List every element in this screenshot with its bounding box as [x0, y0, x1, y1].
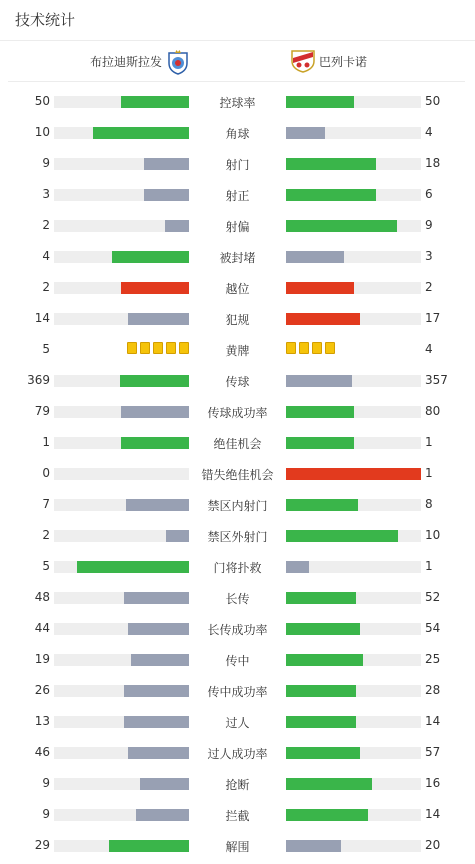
home-bar-fill — [128, 313, 189, 325]
home-bar-fill — [124, 716, 189, 728]
away-bar-fill — [286, 778, 372, 790]
away-bar-track — [286, 778, 421, 790]
away-bar-fill — [286, 499, 358, 511]
away-bar-fill — [286, 592, 356, 604]
stat-row — [0, 182, 475, 213]
home-bar-track — [54, 375, 189, 387]
stat-row — [0, 740, 475, 771]
stat-label: 传中 — [225, 654, 250, 668]
stat-label: 过人成功率 — [207, 747, 268, 761]
home-value: 3 — [42, 187, 50, 201]
away-value: 8 — [425, 497, 433, 511]
home-bar-fill — [136, 809, 189, 821]
away-value: 3 — [425, 249, 433, 263]
home-value: 7 — [42, 497, 50, 511]
away-bar-track — [286, 654, 421, 666]
home-bar-fill — [140, 778, 189, 790]
stat-row — [0, 678, 475, 709]
stat-label: 射门 — [225, 158, 250, 172]
home-bar-track — [54, 468, 189, 480]
away-bar-fill — [286, 313, 360, 325]
home-bar-fill — [128, 747, 189, 759]
home-value: 46 — [34, 745, 50, 759]
away-bar-track — [286, 251, 421, 263]
stat-label: 门将扑救 — [213, 561, 262, 575]
away-bar-track — [286, 189, 421, 201]
away-value: 14 — [425, 714, 441, 728]
stat-label: 解围 — [225, 840, 250, 854]
away-value: 16 — [425, 776, 441, 790]
stat-label: 黄牌 — [225, 344, 250, 358]
away-bar-track — [286, 592, 421, 604]
teams-divider — [8, 81, 465, 82]
stat-label: 越位 — [225, 282, 250, 296]
stat-row — [0, 523, 475, 554]
home-value: 79 — [34, 404, 50, 418]
home-value: 44 — [34, 621, 50, 635]
home-value: 1 — [42, 435, 50, 449]
stat-label: 禁区内射门 — [207, 499, 268, 513]
away-bar-fill — [286, 840, 341, 852]
home-bar-fill — [144, 158, 189, 170]
away-value: 4 — [425, 342, 433, 356]
away-value: 54 — [425, 621, 441, 635]
away-bar-fill — [286, 530, 398, 542]
home-bar-fill — [128, 623, 189, 635]
home-bar-track — [54, 251, 189, 263]
away-bar-fill — [286, 127, 325, 139]
home-value: 26 — [34, 683, 50, 697]
away-yellow-cards — [286, 342, 335, 356]
away-value: 9 — [425, 218, 433, 232]
yellow-card-icon — [325, 342, 335, 354]
away-value: 25 — [425, 652, 441, 666]
yellow-card-icon — [312, 342, 322, 354]
away-value: 14 — [425, 807, 441, 821]
away-bar-fill — [286, 561, 309, 573]
home-bar-track — [54, 809, 189, 821]
away-bar-fill — [286, 251, 344, 263]
away-value: 18 — [425, 156, 441, 170]
away-value: 20 — [425, 838, 441, 852]
home-bar-fill — [120, 375, 189, 387]
home-value: 19 — [34, 652, 50, 666]
home-value: 9 — [42, 776, 50, 790]
home-yellow-cards — [127, 342, 189, 356]
home-bar-fill — [93, 127, 189, 139]
home-bar-fill — [121, 96, 189, 108]
stat-row — [0, 213, 475, 244]
home-bar-fill — [112, 251, 189, 263]
away-value: 357 — [425, 373, 448, 387]
away-value: 4 — [425, 125, 433, 139]
away-bar-fill — [286, 685, 356, 697]
stat-row — [0, 585, 475, 616]
home-bar-track — [54, 220, 189, 232]
stat-label: 抢断 — [225, 778, 250, 792]
away-value: 1 — [425, 559, 433, 573]
away-bar-track — [286, 468, 421, 480]
stat-row — [0, 399, 475, 430]
home-bar-track — [54, 313, 189, 325]
away-value: 17 — [425, 311, 441, 325]
home-bar-fill — [126, 499, 189, 511]
away-bar-track — [286, 220, 421, 232]
yellow-card-icon — [153, 342, 163, 354]
home-value: 5 — [42, 342, 50, 356]
home-bar-track — [54, 592, 189, 604]
stat-label: 传球 — [225, 375, 250, 389]
stat-row — [0, 771, 475, 802]
home-bar-fill — [77, 561, 189, 573]
stat-label: 过人 — [225, 716, 250, 730]
home-value: 50 — [34, 94, 50, 108]
home-bar-track — [54, 437, 189, 449]
away-bar-track — [286, 530, 421, 542]
yellow-card-icon — [140, 342, 150, 354]
away-value: 28 — [425, 683, 441, 697]
home-bar-fill — [124, 592, 189, 604]
stat-row — [0, 89, 475, 120]
away-bar-track — [286, 840, 421, 852]
home-value: 9 — [42, 807, 50, 821]
away-bar-track — [286, 809, 421, 821]
home-team-name[interactable]: 布拉迪斯拉发 — [89, 55, 162, 69]
stat-row — [0, 802, 475, 833]
away-bar-track — [286, 406, 421, 418]
away-bar-fill — [286, 809, 368, 821]
stat-row — [0, 833, 475, 864]
stat-row — [0, 616, 475, 647]
away-bar-fill — [286, 282, 354, 294]
away-bar-track — [286, 747, 421, 759]
away-bar-track — [286, 437, 421, 449]
home-bar-track — [54, 685, 189, 697]
away-value: 80 — [425, 404, 441, 418]
home-bar-track — [54, 189, 189, 201]
home-bar-fill — [166, 530, 189, 542]
away-bar-track — [286, 158, 421, 170]
home-bar-fill — [144, 189, 189, 201]
home-value: 29 — [34, 838, 50, 852]
away-bar-track — [286, 313, 421, 325]
stat-row — [0, 461, 475, 492]
stat-label: 绝佳机会 — [213, 437, 262, 451]
home-bar-fill — [165, 220, 189, 232]
home-value: 2 — [42, 528, 50, 542]
home-bar-track — [54, 561, 189, 573]
away-bar-track — [286, 716, 421, 728]
stat-row — [0, 306, 475, 337]
stat-label: 射正 — [225, 189, 250, 203]
yellow-card-icon — [127, 342, 137, 354]
away-bar-track — [286, 96, 421, 108]
stat-label: 被封堵 — [219, 251, 256, 265]
away-value: 50 — [425, 94, 441, 108]
yellow-card-icon — [166, 342, 176, 354]
home-bar-fill — [121, 437, 189, 449]
home-bar-fill — [109, 840, 189, 852]
home-value: 369 — [27, 373, 50, 387]
away-value: 1 — [425, 435, 433, 449]
home-bar-track — [54, 96, 189, 108]
home-team-crest-icon[interactable] — [167, 49, 189, 75]
away-bar-track — [286, 127, 421, 139]
stat-row — [0, 244, 475, 275]
stat-label: 禁区外射门 — [207, 530, 268, 544]
stat-label: 角球 — [225, 127, 250, 141]
away-value: 1 — [425, 466, 433, 480]
away-bar-track — [286, 375, 421, 387]
home-bar-track — [54, 747, 189, 759]
home-value: 14 — [34, 311, 50, 325]
stat-row — [0, 151, 475, 182]
yellow-card-icon — [286, 342, 296, 354]
home-bar-track — [54, 530, 189, 542]
stat-row — [0, 120, 475, 151]
away-bar-track — [286, 499, 421, 511]
away-bar-fill — [286, 220, 397, 232]
home-bar-fill — [121, 282, 189, 294]
stat-label: 长传 — [225, 592, 250, 606]
away-bar-track — [286, 623, 421, 635]
away-bar-fill — [286, 96, 354, 108]
home-value: 4 — [42, 249, 50, 263]
home-value: 2 — [42, 280, 50, 294]
home-bar-track — [54, 499, 189, 511]
home-bar-fill — [124, 685, 189, 697]
away-bar-fill — [286, 623, 360, 635]
yellow-card-icon — [179, 342, 189, 354]
home-bar-track — [54, 406, 189, 418]
away-bar-fill — [286, 437, 354, 449]
away-team-name[interactable]: 巴列卡诺 — [319, 55, 368, 69]
home-bar-track — [54, 716, 189, 728]
stat-row — [0, 275, 475, 306]
home-bar-fill — [131, 654, 189, 666]
stat-row — [0, 430, 475, 461]
away-bar-fill — [286, 158, 376, 170]
stat-row — [0, 337, 475, 368]
home-bar-track — [54, 840, 189, 852]
away-value: 52 — [425, 590, 441, 604]
away-value: 6 — [425, 187, 433, 201]
home-value: 2 — [42, 218, 50, 232]
stat-label: 控球率 — [219, 96, 256, 110]
away-bar-fill — [286, 406, 354, 418]
stat-label: 错失绝佳机会 — [201, 468, 274, 482]
home-value: 48 — [34, 590, 50, 604]
away-value: 2 — [425, 280, 433, 294]
home-bar-track — [54, 778, 189, 790]
home-bar-track — [54, 158, 189, 170]
away-bar-fill — [286, 375, 352, 387]
yellow-card-icon — [299, 342, 309, 354]
stat-row — [0, 709, 475, 740]
away-bar-fill — [286, 716, 356, 728]
home-value: 0 — [42, 466, 50, 480]
away-bar-track — [286, 282, 421, 294]
stat-label: 射偏 — [225, 220, 250, 234]
stat-label: 传球成功率 — [207, 406, 268, 420]
away-bar-fill — [286, 654, 363, 666]
away-bar-track — [286, 685, 421, 697]
stat-label: 传中成功率 — [207, 685, 268, 699]
home-value: 13 — [34, 714, 50, 728]
away-value: 57 — [425, 745, 441, 759]
home-bar-track — [54, 623, 189, 635]
stat-label: 长传成功率 — [207, 623, 268, 637]
stat-label: 拦截 — [225, 809, 250, 823]
home-bar-fill — [121, 406, 189, 418]
away-value: 10 — [425, 528, 441, 542]
stat-row — [0, 554, 475, 585]
home-value: 9 — [42, 156, 50, 170]
team-header — [0, 41, 475, 81]
away-team-crest-icon[interactable] — [290, 49, 316, 73]
home-value: 5 — [42, 559, 50, 573]
stat-label: 犯规 — [225, 313, 250, 327]
home-value: 10 — [34, 125, 50, 139]
away-bar-fill — [286, 189, 376, 201]
page-title: 技术统计 — [15, 11, 76, 29]
away-bar-fill — [286, 468, 421, 480]
home-bar-track — [54, 654, 189, 666]
away-bar-track — [286, 561, 421, 573]
stat-row — [0, 647, 475, 678]
stat-row — [0, 368, 475, 399]
home-bar-track — [54, 127, 189, 139]
home-bar-track — [54, 282, 189, 294]
away-bar-fill — [286, 747, 360, 759]
stat-row — [0, 492, 475, 523]
